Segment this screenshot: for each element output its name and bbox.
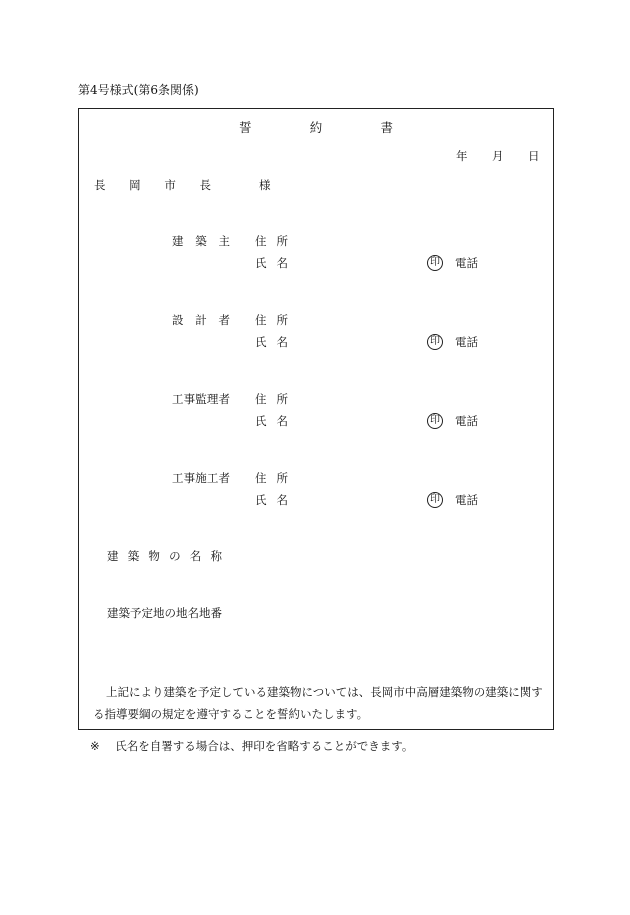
title-char: 書 [380, 120, 393, 135]
form-number: 第4号様式(第6条関係) [78, 83, 199, 97]
document-title [239, 122, 393, 135]
date-year: 年 [456, 149, 468, 163]
name-label: 氏 名 [255, 335, 288, 349]
footnote [90, 741, 413, 753]
address-label: 住 所 [255, 313, 288, 327]
name-label: 氏 名 [255, 414, 288, 428]
addressee-char: 長 [94, 178, 106, 192]
name-label: 氏 名 [255, 256, 288, 270]
party-role: 工 事 施 工 者 [172, 471, 230, 485]
date-line [456, 149, 540, 163]
phone-label: 電話 [455, 335, 478, 349]
addressee [94, 180, 211, 192]
title-char: 誓 [239, 120, 252, 135]
building-name-label: 建 築 物 の 名 称 [107, 549, 222, 563]
date-month: 月 [492, 149, 504, 163]
title-char: 約 [309, 120, 323, 135]
addressee-honorific: 様 [259, 178, 271, 192]
pledge-text: 上記により建築を予定している建築物については、長岡市中高層建築物の建築に関する指導要綱の規定を遵守することを誓約いたします。 [93, 685, 543, 721]
form-box [78, 108, 554, 730]
party-role: 設 計 者 [172, 313, 230, 327]
footnote-mark: ※ [90, 739, 100, 753]
seal-mark: 印 [427, 334, 443, 350]
addressee-char: 長 [199, 178, 211, 192]
seal-mark: 印 [427, 413, 443, 429]
seal-mark: 印 [427, 492, 443, 508]
phone-label: 電話 [455, 493, 478, 507]
addressee-char: 市 [164, 178, 176, 192]
site-label: 建築予定地の地名地番 [107, 606, 222, 620]
footnote-text: 氏名を自署する場合は、押印を省略することができます。 [115, 739, 414, 753]
party-role: 建 築 主 [172, 234, 230, 248]
phone-label: 電話 [455, 414, 478, 428]
address-label: 住 所 [255, 234, 288, 248]
seal-mark: 印 [427, 255, 443, 271]
name-label: 氏 名 [255, 493, 288, 507]
addressee-char: 岡 [129, 178, 141, 192]
date-day: 日 [528, 149, 540, 163]
address-label: 住 所 [255, 471, 288, 485]
party-role: 工 事 監 理 者 [172, 392, 230, 406]
phone-label: 電話 [455, 256, 478, 270]
address-label: 住 所 [255, 392, 288, 406]
